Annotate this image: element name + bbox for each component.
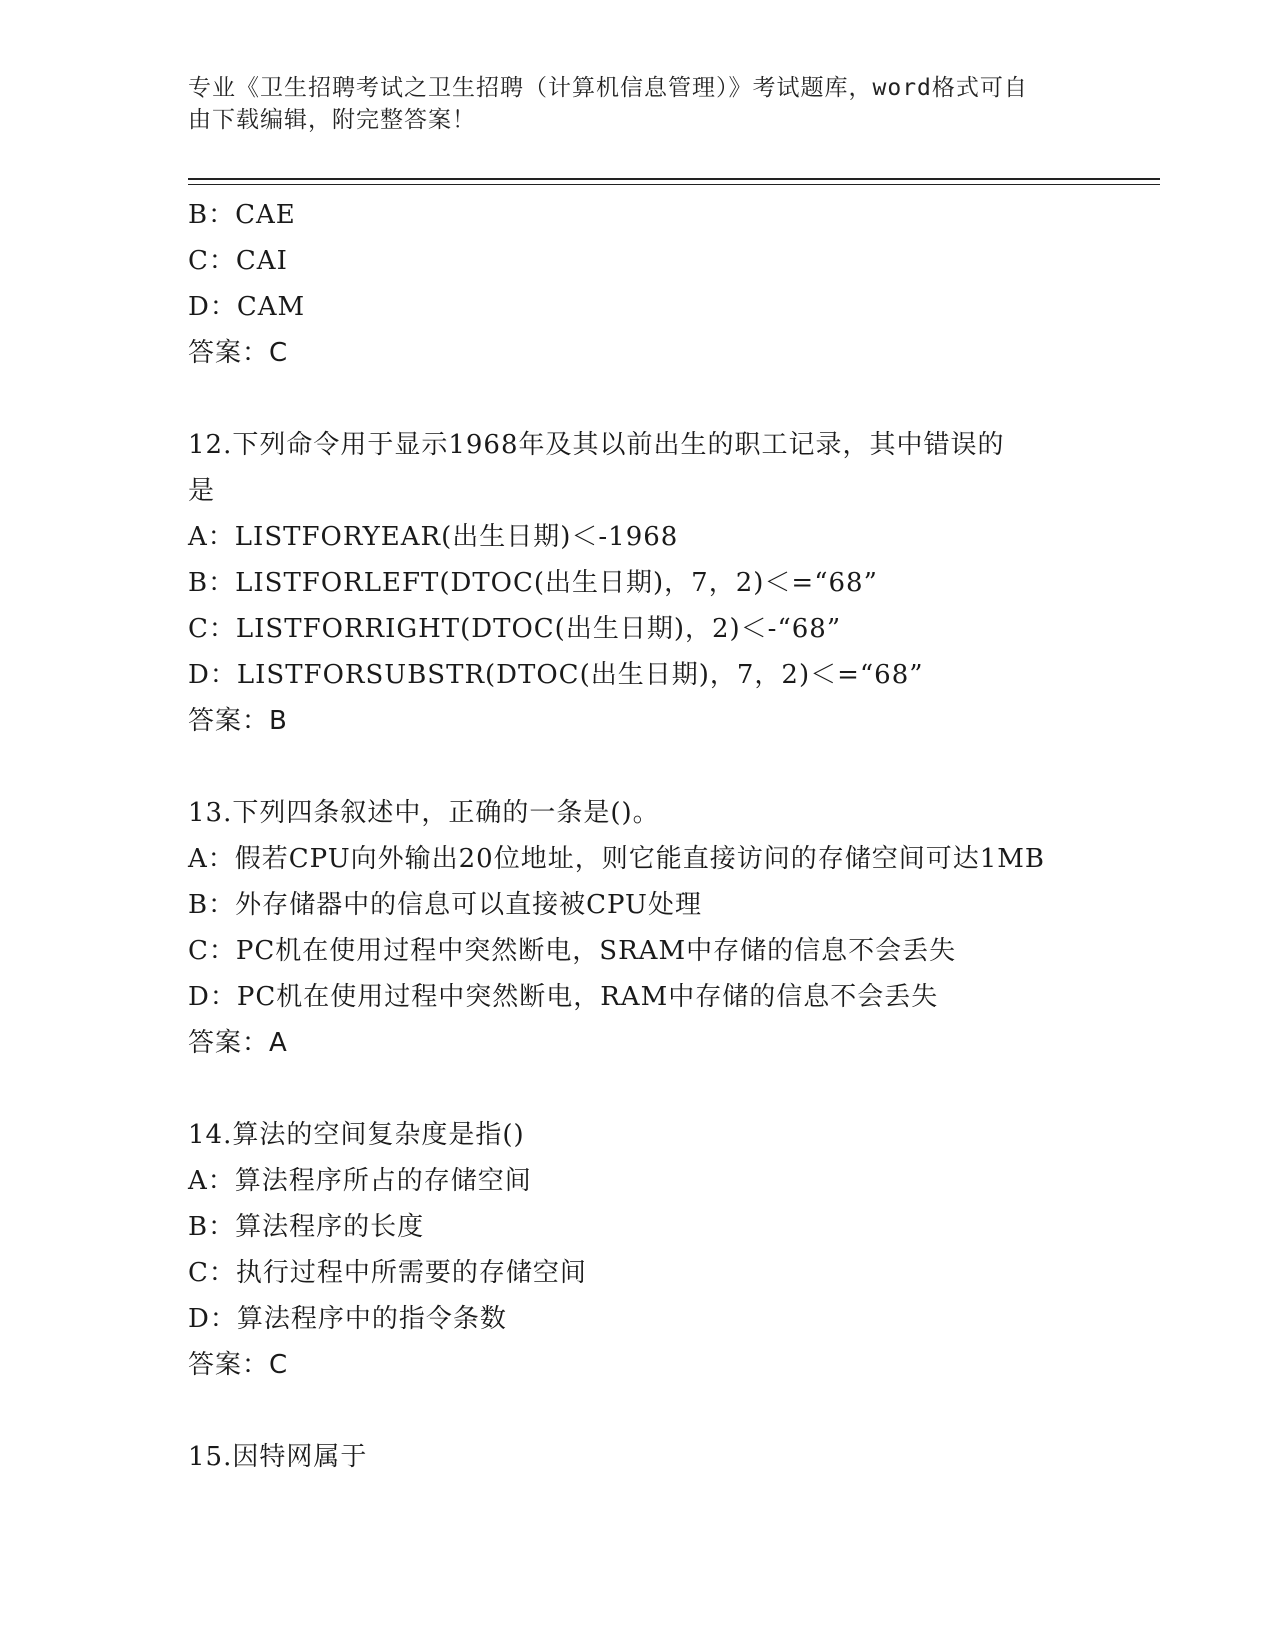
question-stem: 15.因特网属于 <box>188 1442 368 1472</box>
question-11 <box>188 192 1148 376</box>
question-list <box>188 192 1148 1480</box>
option-b: B：算法程序的长度 <box>188 1212 425 1242</box>
question-stem: 14.算法的空间复杂度是指() <box>188 1120 525 1150</box>
answer: 答案：C <box>188 338 289 368</box>
option-d: D：算法程序中的指令条数 <box>188 1304 507 1334</box>
option-b: B：LISTFORLEFT(DTOC(出生日期)，7，2)＜=“68” <box>188 568 878 598</box>
option-b: B：外存储器中的信息可以直接被CPU处理 <box>188 890 702 920</box>
option-d: D：LISTFORSUBSTR(DTOC(出生日期)，7，2)＜=“68” <box>188 660 924 690</box>
option-a: A：算法程序所占的存储空间 <box>188 1166 532 1196</box>
answer: 答案：C <box>188 1350 289 1380</box>
question-12 <box>188 422 1148 744</box>
header-rule-thin <box>188 184 1160 185</box>
spacer <box>188 744 1148 790</box>
question-stem: 12.下列命令用于显示1968年及其以前出生的职工记录，其中错误的 <box>188 430 1005 460</box>
option-c: C：LISTFORRIGHT(DTOC(出生日期)，2)＜-“68” <box>188 614 842 644</box>
question-stem-continued: 是 <box>188 476 216 506</box>
option-a: A：LISTFORYEAR(出生日期)＜-1968 <box>188 522 679 552</box>
option-c: C：CAI <box>188 246 288 276</box>
option-c: C：PC机在使用过程中突然断电，SRAM中存储的信息不会丢失 <box>188 936 957 966</box>
option-d: D：PC机在使用过程中突然断电，RAM中存储的信息不会丢失 <box>188 982 939 1012</box>
question-14 <box>188 1112 1148 1388</box>
question-stem: 13.下列四条叙述中，正确的一条是()。 <box>188 798 660 828</box>
option-d: D：CAM <box>188 292 306 322</box>
option-b: B：CAE <box>188 200 296 230</box>
spacer <box>188 376 1148 422</box>
spacer <box>188 1066 1148 1112</box>
header-rule-thick <box>188 178 1160 180</box>
answer: 答案：B <box>188 706 288 736</box>
question-13 <box>188 790 1148 1066</box>
document-header <box>188 72 1068 136</box>
header-line-2: 由下载编辑，附完整答案！ <box>188 107 476 133</box>
header-line-1: 专业《卫生招聘考试之卫生招聘（计算机信息管理）》考试题库，word格式可自 <box>188 75 1028 101</box>
option-a: A：假若CPU向外输出20位地址，则它能直接访问的存储空间可达1MB <box>188 844 1045 874</box>
option-c: C：执行过程中所需要的存储空间 <box>188 1258 587 1288</box>
answer: 答案：A <box>188 1028 288 1058</box>
spacer <box>188 1388 1148 1434</box>
question-15 <box>188 1434 1148 1480</box>
